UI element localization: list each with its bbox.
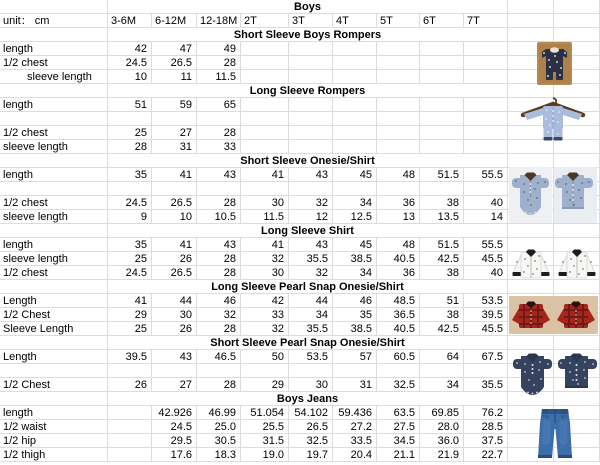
size-value-cell <box>333 70 377 84</box>
empty-cell <box>554 84 600 98</box>
size-value-cell <box>289 42 333 56</box>
size-value-cell: 31 <box>152 140 197 154</box>
size-value-cell: 28 <box>108 140 152 154</box>
empty-cell <box>554 14 600 28</box>
size-value-cell: 48 <box>377 238 420 252</box>
size-column-header: 12-18M <box>197 14 241 28</box>
size-value-cell <box>241 112 289 126</box>
size-value-cell: 31 <box>333 378 377 392</box>
size-value-cell: 36.5 <box>377 308 420 322</box>
size-value-cell: 35.5 <box>289 322 333 336</box>
size-value-cell: 30 <box>241 266 289 280</box>
size-value-cell: 31.5 <box>241 434 289 448</box>
size-value-cell: 28 <box>197 196 241 210</box>
page-title: Boys <box>108 0 508 14</box>
size-value-cell: 21.1 <box>377 448 420 462</box>
size-value-cell: 63.5 <box>377 406 420 420</box>
size-value-cell <box>333 42 377 56</box>
size-value-cell <box>241 364 289 378</box>
size-value-cell: 48.5 <box>377 294 420 308</box>
empty-cell <box>554 336 600 350</box>
section-row-spacer <box>0 224 108 238</box>
size-value-cell <box>464 140 508 154</box>
empty-cell <box>508 154 554 168</box>
size-value-cell: 26.5 <box>152 196 197 210</box>
section-header: Long Sleeve Shirt <box>108 224 508 238</box>
size-value-cell: 34 <box>333 266 377 280</box>
section-header: Boys Jeans <box>108 392 508 406</box>
empty-cell <box>508 14 554 28</box>
size-value-cell: 24.5 <box>108 266 152 280</box>
size-value-cell: 44 <box>289 294 333 308</box>
size-value-cell: 39.5 <box>464 308 508 322</box>
title-row-spacer <box>0 0 108 14</box>
size-value-cell: 27 <box>152 126 197 140</box>
empty-cell <box>508 224 554 238</box>
size-value-cell: 32.5 <box>377 378 420 392</box>
size-value-cell: 40 <box>464 196 508 210</box>
measurement-label: length <box>0 98 108 112</box>
unit-label: unit： cm <box>0 14 108 28</box>
size-value-cell: 12 <box>289 210 333 224</box>
spacer-cell <box>0 364 108 378</box>
size-value-cell <box>420 56 464 70</box>
size-value-cell <box>289 364 333 378</box>
measurement-label: 1/2 waist <box>0 420 108 434</box>
size-value-cell <box>464 182 508 196</box>
size-value-cell <box>420 126 464 140</box>
size-value-cell: 33 <box>197 140 241 154</box>
size-value-cell: 37.5 <box>464 434 508 448</box>
size-value-cell <box>108 448 152 462</box>
measurement-label: length <box>0 406 108 420</box>
size-value-cell <box>197 182 241 196</box>
size-value-cell <box>377 126 420 140</box>
size-value-cell <box>333 56 377 70</box>
size-value-cell: 28.0 <box>420 420 464 434</box>
size-value-cell: 42.5 <box>420 252 464 266</box>
size-value-cell: 21.9 <box>420 448 464 462</box>
size-value-cell: 41 <box>241 238 289 252</box>
size-value-cell: 33 <box>241 308 289 322</box>
section-header: Short Sleeve Onesie/Shirt <box>108 154 508 168</box>
size-value-cell: 9 <box>108 210 152 224</box>
size-column-header: 6-12M <box>152 14 197 28</box>
size-value-cell: 27.2 <box>333 420 377 434</box>
measurement-label: 1/2 thigh <box>0 448 108 462</box>
size-value-cell: 54.102 <box>289 406 333 420</box>
size-value-cell <box>377 112 420 126</box>
size-value-cell <box>289 126 333 140</box>
size-value-cell: 43 <box>152 350 197 364</box>
size-value-cell: 13 <box>377 210 420 224</box>
size-value-cell: 38 <box>420 308 464 322</box>
photo-cell <box>508 140 554 154</box>
measurement-label: 1/2 chest <box>0 266 108 280</box>
size-value-cell: 34 <box>289 308 333 322</box>
measurement-label: length <box>0 168 108 182</box>
size-value-cell: 11 <box>152 70 197 84</box>
size-value-cell: 40 <box>464 266 508 280</box>
size-value-cell: 49 <box>197 42 241 56</box>
size-value-cell <box>289 140 333 154</box>
size-value-cell: 51.5 <box>420 238 464 252</box>
size-value-cell: 32 <box>289 266 333 280</box>
size-value-cell: 53.5 <box>464 294 508 308</box>
size-value-cell: 40.5 <box>377 252 420 266</box>
size-value-cell: 45 <box>333 238 377 252</box>
size-value-cell: 45 <box>333 168 377 182</box>
size-value-cell <box>241 126 289 140</box>
measurement-label: 1/2 chest <box>0 126 108 140</box>
size-value-cell <box>333 182 377 196</box>
size-value-cell: 38 <box>420 266 464 280</box>
size-value-cell <box>377 70 420 84</box>
size-value-cell <box>197 112 241 126</box>
size-value-cell: 26.5 <box>152 56 197 70</box>
size-column-header: 4T <box>333 14 377 28</box>
measurement-label: Length <box>0 294 108 308</box>
measurement-label: 1/2 hip <box>0 434 108 448</box>
size-value-cell <box>108 182 152 196</box>
size-value-cell: 35 <box>108 238 152 252</box>
size-value-cell: 29.5 <box>152 434 197 448</box>
section-header: Long Sleeve Rompers <box>108 84 508 98</box>
size-value-cell: 55.5 <box>464 238 508 252</box>
size-value-cell: 25.0 <box>197 420 241 434</box>
size-value-cell <box>377 182 420 196</box>
size-value-cell: 24.5 <box>152 420 197 434</box>
size-value-cell <box>108 112 152 126</box>
size-value-cell <box>420 112 464 126</box>
measurement-label: length <box>0 238 108 252</box>
size-value-cell <box>108 434 152 448</box>
measurement-label: 1/2 chest <box>0 56 108 70</box>
size-value-cell: 39.5 <box>108 350 152 364</box>
short-sleeve-pearl-snap-photo <box>512 350 598 399</box>
measurement-label: Sleeve Length <box>0 322 108 336</box>
size-value-cell <box>333 364 377 378</box>
empty-cell <box>554 224 600 238</box>
size-value-cell <box>420 140 464 154</box>
size-value-cell: 34.5 <box>377 434 420 448</box>
size-value-cell: 10 <box>152 210 197 224</box>
size-value-cell: 42 <box>241 294 289 308</box>
size-value-cell <box>333 112 377 126</box>
size-value-cell: 10 <box>108 70 152 84</box>
size-value-cell: 43 <box>197 238 241 252</box>
measurement-label: 1/2 Chest <box>0 308 108 322</box>
short-sleeve-romper-photo <box>537 42 572 85</box>
size-value-cell: 35.5 <box>464 378 508 392</box>
measurement-label: sleeve length <box>0 252 108 266</box>
section-row-spacer <box>0 392 108 406</box>
size-value-cell <box>152 182 197 196</box>
size-value-cell: 59 <box>152 98 197 112</box>
size-value-cell: 34 <box>333 196 377 210</box>
size-value-cell: 26 <box>152 252 197 266</box>
size-value-cell: 28 <box>197 56 241 70</box>
boys-jeans-photo <box>529 407 581 461</box>
measurement-label: length <box>0 42 108 56</box>
size-value-cell <box>289 112 333 126</box>
measurement-label: sleeve length <box>0 210 108 224</box>
size-value-cell <box>377 364 420 378</box>
size-value-cell: 44 <box>152 294 197 308</box>
size-value-cell: 46 <box>197 294 241 308</box>
size-value-cell: 18.3 <box>197 448 241 462</box>
size-value-cell <box>464 112 508 126</box>
size-value-cell: 20.4 <box>333 448 377 462</box>
size-value-cell: 35 <box>333 308 377 322</box>
size-value-cell <box>464 98 508 112</box>
size-value-cell: 11.5 <box>197 70 241 84</box>
size-column-header: 5T <box>377 14 420 28</box>
size-value-cell: 26 <box>108 378 152 392</box>
size-value-cell <box>377 42 420 56</box>
size-value-cell: 28 <box>197 322 241 336</box>
measurement-label: sleeve length <box>0 70 108 84</box>
size-value-cell: 35.5 <box>289 252 333 266</box>
size-value-cell: 36 <box>377 266 420 280</box>
size-column-header: 2T <box>241 14 289 28</box>
size-value-cell: 22.7 <box>464 448 508 462</box>
size-value-cell: 65 <box>197 98 241 112</box>
size-value-cell <box>241 140 289 154</box>
short-sleeve-onesie-shirt-photo <box>509 167 597 223</box>
size-value-cell: 36 <box>377 196 420 210</box>
size-value-cell <box>464 56 508 70</box>
size-value-cell: 24.5 <box>108 56 152 70</box>
measurement-label: sleeve length <box>0 140 108 154</box>
size-value-cell: 33.5 <box>333 434 377 448</box>
size-value-cell <box>377 98 420 112</box>
size-value-cell <box>108 420 152 434</box>
size-value-cell: 45.5 <box>464 252 508 266</box>
size-value-cell <box>197 364 241 378</box>
size-value-cell <box>464 70 508 84</box>
size-value-cell: 28 <box>197 252 241 266</box>
measurement-label: 1/2 chest <box>0 196 108 210</box>
size-value-cell: 35 <box>108 168 152 182</box>
size-value-cell: 69.85 <box>420 406 464 420</box>
size-value-cell: 26.5 <box>152 266 197 280</box>
size-value-cell: 28.5 <box>464 420 508 434</box>
size-value-cell: 11.5 <box>241 210 289 224</box>
size-value-cell <box>464 126 508 140</box>
measurement-label: 1/2 Chest <box>0 378 108 392</box>
long-sleeve-pearl-snap-photo <box>509 296 598 334</box>
size-value-cell: 30 <box>241 196 289 210</box>
size-value-cell: 76.2 <box>464 406 508 420</box>
empty-cell <box>508 28 554 42</box>
section-row-spacer <box>0 28 108 42</box>
size-value-cell: 45.5 <box>464 322 508 336</box>
size-value-cell: 60.5 <box>377 350 420 364</box>
size-value-cell: 41 <box>152 238 197 252</box>
size-value-cell: 24.5 <box>108 196 152 210</box>
spacer-cell <box>0 182 108 196</box>
size-value-cell: 25.5 <box>241 420 289 434</box>
spacer-cell <box>0 112 108 126</box>
size-value-cell <box>108 364 152 378</box>
size-value-cell: 43 <box>289 238 333 252</box>
size-value-cell: 28 <box>197 266 241 280</box>
size-value-cell: 47 <box>152 42 197 56</box>
size-value-cell: 64 <box>420 350 464 364</box>
size-value-cell: 43 <box>197 168 241 182</box>
size-value-cell: 32.5 <box>289 434 333 448</box>
size-value-cell <box>420 98 464 112</box>
size-value-cell: 43 <box>289 168 333 182</box>
size-value-cell <box>241 98 289 112</box>
size-value-cell: 57 <box>333 350 377 364</box>
size-value-cell <box>420 364 464 378</box>
empty-cell <box>508 336 554 350</box>
size-value-cell: 10.5 <box>197 210 241 224</box>
section-row-spacer <box>0 84 108 98</box>
size-value-cell <box>377 56 420 70</box>
empty-cell <box>508 0 554 14</box>
size-value-cell: 25 <box>108 322 152 336</box>
size-value-cell <box>420 70 464 84</box>
size-value-cell: 46.5 <box>197 350 241 364</box>
size-value-cell: 53.5 <box>289 350 333 364</box>
size-value-cell: 25 <box>108 126 152 140</box>
size-value-cell: 46.99 <box>197 406 241 420</box>
size-value-cell: 13.5 <box>420 210 464 224</box>
size-value-cell: 32 <box>241 322 289 336</box>
size-value-cell: 25 <box>108 252 152 266</box>
size-value-cell: 12.5 <box>333 210 377 224</box>
size-value-cell: 26 <box>152 322 197 336</box>
section-header: Short Sleeve Pearl Snap Onesie/Shirt <box>108 336 508 350</box>
size-value-cell: 41 <box>108 294 152 308</box>
size-value-cell: 32 <box>241 252 289 266</box>
size-value-cell <box>333 98 377 112</box>
size-value-cell <box>289 70 333 84</box>
size-value-cell: 51 <box>420 294 464 308</box>
size-value-cell: 59.436 <box>333 406 377 420</box>
size-value-cell: 19.0 <box>241 448 289 462</box>
size-value-cell: 46 <box>333 294 377 308</box>
size-column-header: 3-6M <box>108 14 152 28</box>
size-value-cell <box>420 42 464 56</box>
size-value-cell: 30 <box>152 308 197 322</box>
size-value-cell: 26.5 <box>289 420 333 434</box>
size-value-cell <box>108 406 152 420</box>
size-value-cell <box>333 126 377 140</box>
size-value-cell: 38.5 <box>333 252 377 266</box>
size-value-cell: 38.5 <box>333 322 377 336</box>
section-header: Long Sleeve Pearl Snap Onesie/Shirt <box>108 280 508 294</box>
size-value-cell: 40.5 <box>377 322 420 336</box>
empty-cell <box>554 0 600 14</box>
size-value-cell: 28 <box>197 378 241 392</box>
size-value-cell: 36.0 <box>420 434 464 448</box>
section-header: Short Sleeve Boys Rompers <box>108 28 508 42</box>
section-row-spacer <box>0 336 108 350</box>
long-sleeve-shirt-photo <box>508 244 599 284</box>
size-value-cell: 42.926 <box>152 406 197 420</box>
size-value-cell: 29 <box>108 308 152 322</box>
size-value-cell: 19.7 <box>289 448 333 462</box>
size-value-cell <box>464 364 508 378</box>
size-value-cell <box>377 140 420 154</box>
size-value-cell: 28 <box>197 126 241 140</box>
size-value-cell: 29 <box>241 378 289 392</box>
size-column-header: 7T <box>464 14 508 28</box>
size-value-cell <box>241 182 289 196</box>
empty-cell <box>554 28 600 42</box>
size-value-cell <box>241 70 289 84</box>
size-value-cell <box>152 112 197 126</box>
measurement-label: Length <box>0 350 108 364</box>
long-sleeve-romper-photo <box>517 97 589 142</box>
empty-cell <box>508 84 554 98</box>
size-value-cell: 67.5 <box>464 350 508 364</box>
size-value-cell <box>289 56 333 70</box>
empty-cell <box>554 154 600 168</box>
size-value-cell <box>420 182 464 196</box>
size-value-cell <box>152 364 197 378</box>
size-column-header: 3T <box>289 14 333 28</box>
photo-cell <box>554 140 600 154</box>
size-value-cell: 48 <box>377 168 420 182</box>
size-value-cell: 30 <box>289 378 333 392</box>
size-value-cell: 30.5 <box>197 434 241 448</box>
size-value-cell: 27.5 <box>377 420 420 434</box>
size-value-cell: 42.5 <box>420 322 464 336</box>
size-value-cell: 51.5 <box>420 168 464 182</box>
size-value-cell: 41 <box>152 168 197 182</box>
size-value-cell <box>289 182 333 196</box>
size-value-cell: 14 <box>464 210 508 224</box>
size-value-cell: 42 <box>108 42 152 56</box>
size-value-cell <box>241 42 289 56</box>
size-value-cell: 41 <box>241 168 289 182</box>
size-value-cell: 51.054 <box>241 406 289 420</box>
size-value-cell: 17.6 <box>152 448 197 462</box>
size-value-cell <box>464 42 508 56</box>
section-row-spacer <box>0 154 108 168</box>
size-value-cell: 27 <box>152 378 197 392</box>
size-value-cell: 38 <box>420 196 464 210</box>
section-row-spacer <box>0 280 108 294</box>
size-value-cell: 34 <box>420 378 464 392</box>
size-value-cell: 32 <box>197 308 241 322</box>
size-column-header: 6T <box>420 14 464 28</box>
size-value-cell: 32 <box>289 196 333 210</box>
size-value-cell <box>289 98 333 112</box>
size-value-cell <box>333 140 377 154</box>
size-value-cell: 55.5 <box>464 168 508 182</box>
size-value-cell: 50 <box>241 350 289 364</box>
size-value-cell: 51 <box>108 98 152 112</box>
size-value-cell <box>241 56 289 70</box>
